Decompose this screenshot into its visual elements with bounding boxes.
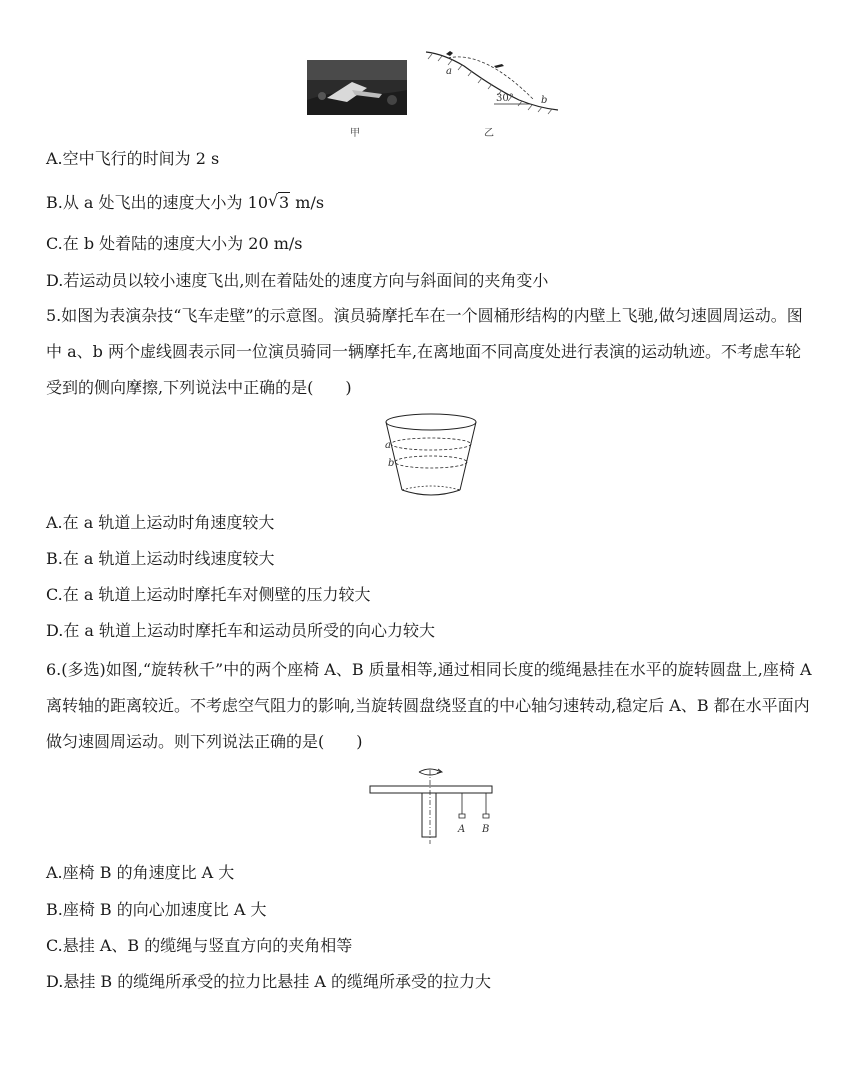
q4-option-b xyxy=(46,192,324,214)
bucket-diagram xyxy=(380,410,482,502)
track-a-label: a xyxy=(385,440,391,451)
point-b-label: b xyxy=(541,95,548,106)
ski-jump-photo xyxy=(307,60,407,115)
q5-option-b: B.在 a 轨道上运动时线速度较大 xyxy=(46,549,275,568)
track-b-label: b xyxy=(388,458,395,469)
q4-option-b-prefix: B.从 a 处飞出的速度大小为 10 xyxy=(46,193,269,212)
q4-option-d: D.若运动员以较小速度飞出,则在着陆处的速度方向与斜面间的夹角变小 xyxy=(46,271,549,290)
seat-a-label: A xyxy=(458,824,466,835)
q6-option-d: D.悬挂 B 的缆绳所承受的拉力比悬挂 A 的缆绳所承受的拉力大 xyxy=(46,972,492,991)
q5-option-a: A.在 a 轨道上运动时角速度较大 xyxy=(46,513,275,532)
q5-option-c: C.在 a 轨道上运动时摩托车对侧壁的压力较大 xyxy=(46,585,371,604)
seat-b-label: B xyxy=(482,824,490,835)
q4-option-b-suffix: m/s xyxy=(290,193,325,212)
slope-diagram xyxy=(424,44,564,116)
q6-option-c: C.悬挂 A、B 的缆绳与竖直方向的夹角相等 xyxy=(46,936,353,955)
q6-option-b: B.座椅 B 的向心加速度比 A 大 xyxy=(46,900,267,919)
point-a-label: a xyxy=(446,66,452,77)
q5-stem: 5.如图为表演杂技“飞车走壁”的示意图。演员骑摩托车在一个圆桶形结构的内壁上飞驰,做匀速圆周运动。图中 a、b 两个虚线圆表示同一位演员骑同一辆摩托车,在离地面不同高度处进行表演的运动轨迹。不考虑车轮受到的侧向摩擦,下列说法中正确的是( ) xyxy=(46,306,803,397)
figure-caption-jia: 甲 xyxy=(350,128,360,139)
q4-option-b-radicand: 3 xyxy=(279,193,290,212)
sqrt-symbol: √ 3 xyxy=(268,191,290,212)
q5-option-d: D.在 a 轨道上运动时摩托车和运动员所受的向心力较大 xyxy=(46,621,436,640)
angle-label: 30° xyxy=(496,93,514,104)
q4-option-a: A.空中飞行的时间为 2 s xyxy=(46,149,220,168)
rotating-swing-diagram xyxy=(366,766,496,846)
q6-stem: 6.(多选)如图,“旋转秋千”中的两个座椅 A、B 质量相等,通过相同长度的缆绳悬挂在水平的旋转圆盘上,座椅 A 离转轴的距离较近。不考虑空气阻力的影响,当旋转圆盘绕竖直的中心轴匀速转动,稳定后 A、B 都在水平面内做匀速圆周运动。则下列说法正确的是( ) xyxy=(46,660,812,751)
figure-caption-yi: 乙 xyxy=(484,128,494,139)
q6-option-a: A.座椅 B 的角速度比 A 大 xyxy=(46,863,235,882)
q4-option-c: C.在 b 处着陆的速度大小为 20 m/s xyxy=(46,234,303,253)
